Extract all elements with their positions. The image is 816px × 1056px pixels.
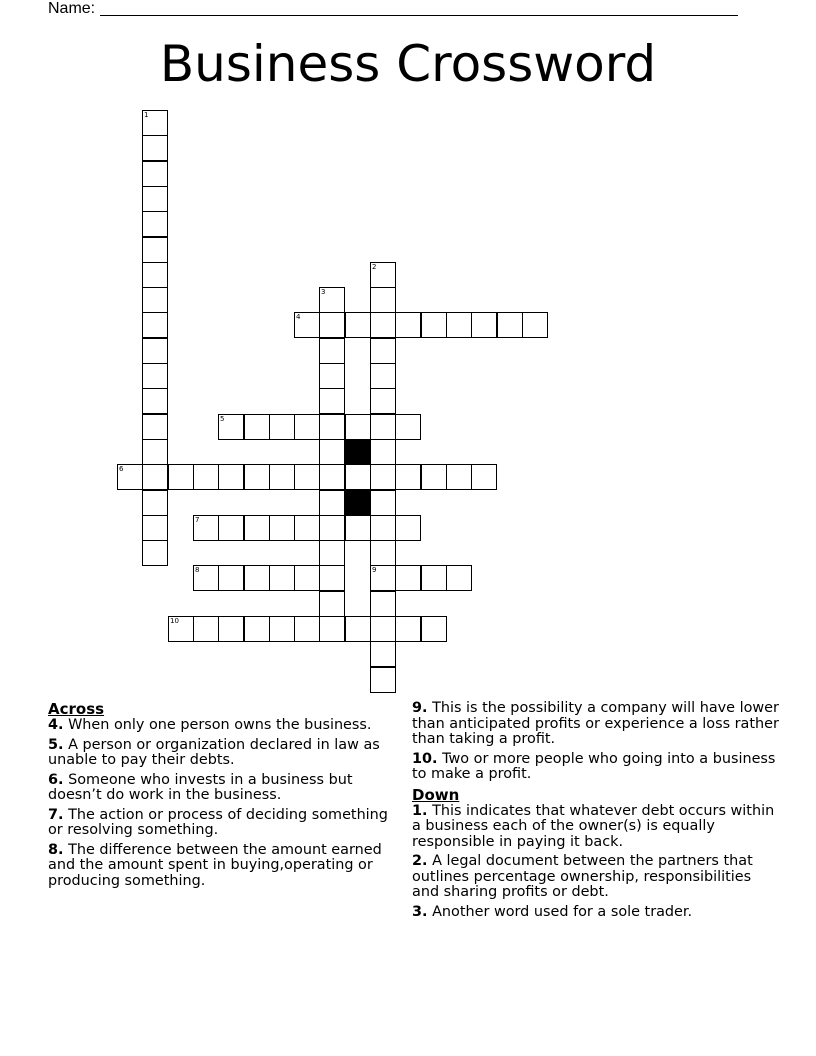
- down-clue: [412, 905, 782, 921]
- grid-cell[interactable]: [370, 287, 396, 313]
- grid-cell[interactable]: [319, 565, 345, 591]
- grid-cell[interactable]: [319, 591, 345, 617]
- grid-cell[interactable]: [421, 616, 447, 642]
- grid-cell[interactable]: [294, 616, 320, 642]
- clue-number: 2: [372, 263, 377, 271]
- grid-cell[interactable]: [142, 161, 168, 187]
- grid-cell[interactable]: [395, 616, 421, 642]
- clue-number: 3: [321, 288, 326, 296]
- clue-text: A person or organization declared in law as unable to pay their debts.: [48, 736, 380, 768]
- down-clue: [412, 804, 782, 851]
- grid-cell[interactable]: [142, 110, 168, 136]
- clue-text: The difference between the amount earned and the amount spent in buying,operating or producing something.: [48, 841, 382, 889]
- clue-text: The action or process of deciding something or resolving something.: [48, 806, 388, 838]
- grid-cell[interactable]: [471, 312, 497, 338]
- clue-text: This indicates that whatever debt occurs within a business each of the owner(s) is equally responsible in paying it back.: [412, 802, 775, 850]
- grid-cell[interactable]: [370, 439, 396, 465]
- clue-number-label: 5.: [48, 736, 64, 753]
- grid-cell[interactable]: [218, 515, 244, 541]
- grid-cell[interactable]: [370, 262, 396, 288]
- clue-number: 4: [296, 313, 301, 321]
- grid-cell[interactable]: [294, 312, 320, 338]
- grid-cell[interactable]: [471, 464, 497, 490]
- clue-number: 9: [372, 566, 377, 574]
- clue-number: 7: [195, 516, 200, 524]
- grid-cell[interactable]: [218, 616, 244, 642]
- grid-cell[interactable]: [193, 464, 219, 490]
- clue-text: This is the possibility a company will have lower than anticipated profits or experience a loss rather than taking a profit.: [412, 700, 779, 747]
- clue-number-label: 6.: [48, 771, 64, 788]
- across-clue: [48, 718, 393, 734]
- grid-cell[interactable]: [370, 312, 396, 338]
- grid-cell[interactable]: [269, 464, 295, 490]
- grid-cell[interactable]: [395, 312, 421, 338]
- across-clue: [48, 738, 393, 769]
- grid-cell[interactable]: [370, 641, 396, 667]
- down-heading: Down: [412, 785, 460, 804]
- grid-cell[interactable]: [319, 312, 345, 338]
- clue-number-label: 7.: [48, 806, 64, 823]
- clue-number-label: 8.: [48, 841, 64, 858]
- down-clue-list: [412, 804, 782, 921]
- grid-cell[interactable]: [294, 565, 320, 591]
- grid-cell[interactable]: [319, 464, 345, 490]
- grid-cell[interactable]: [142, 540, 168, 566]
- grid-cell[interactable]: [421, 312, 447, 338]
- across-clue: [48, 808, 393, 839]
- grid-cell[interactable]: [244, 414, 270, 440]
- grid-cell[interactable]: [142, 414, 168, 440]
- clue-text: A legal document between the partners that outlines percentage ownership, responsibilities and sharing profits or debt.: [412, 853, 753, 900]
- grid-cell[interactable]: [294, 464, 320, 490]
- grid-cell[interactable]: [370, 565, 396, 591]
- grid-cell[interactable]: [269, 565, 295, 591]
- grid-cell[interactable]: [269, 515, 295, 541]
- name-label: Name:: [48, 0, 96, 17]
- grid-cell[interactable]: [319, 388, 345, 414]
- grid-cell[interactable]: [370, 338, 396, 364]
- grid-cell[interactable]: [294, 414, 320, 440]
- grid-cell[interactable]: [269, 616, 295, 642]
- grid-cell[interactable]: [244, 616, 270, 642]
- grid-cell[interactable]: [244, 515, 270, 541]
- clue-text: Another word used for a sole trader.: [432, 903, 693, 920]
- grid-cell[interactable]: [319, 414, 345, 440]
- grid-cell[interactable]: [370, 591, 396, 617]
- grid-cell[interactable]: [345, 515, 371, 541]
- grid-cell[interactable]: [345, 464, 371, 490]
- clue-number-label: 2.: [412, 853, 428, 869]
- grid-cell[interactable]: [218, 464, 244, 490]
- grid-cell[interactable]: [168, 616, 194, 642]
- grid-cell[interactable]: [497, 312, 523, 338]
- grid-cell[interactable]: [319, 515, 345, 541]
- grid-cell[interactable]: [370, 388, 396, 414]
- clue-number: 8: [195, 566, 200, 574]
- grid-cell[interactable]: [193, 565, 219, 591]
- grid-cell[interactable]: [446, 565, 472, 591]
- grid-cell[interactable]: [218, 565, 244, 591]
- grid-cell[interactable]: [345, 414, 371, 440]
- grid-cell[interactable]: [142, 363, 168, 389]
- clue-text: When only one person owns the business.: [68, 717, 372, 733]
- grid-cell[interactable]: [142, 135, 168, 161]
- clues-column-right: [412, 701, 782, 924]
- grid-cell[interactable]: [370, 414, 396, 440]
- grid-cell[interactable]: [345, 616, 371, 642]
- grid-cell[interactable]: [319, 363, 345, 389]
- grid-cell[interactable]: [142, 237, 168, 263]
- grid-block: [345, 490, 371, 516]
- clue-number-label: 10.: [412, 750, 438, 767]
- grid-cell[interactable]: [193, 616, 219, 642]
- grid-cell[interactable]: [319, 338, 345, 364]
- grid-cell[interactable]: [446, 312, 472, 338]
- grid-cell[interactable]: [193, 515, 219, 541]
- grid-cell[interactable]: [370, 667, 396, 693]
- grid-cell[interactable]: [319, 287, 345, 313]
- clue-number: 1: [144, 111, 149, 119]
- grid-cell[interactable]: [421, 565, 447, 591]
- grid-cell[interactable]: [117, 464, 143, 490]
- across-clue: [412, 701, 782, 748]
- grid-cell[interactable]: [395, 464, 421, 490]
- grid-cell[interactable]: [370, 464, 396, 490]
- across-clue-list: [48, 718, 393, 889]
- across-clue: [48, 843, 393, 890]
- grid-cell[interactable]: [168, 464, 194, 490]
- grid-cell[interactable]: [345, 312, 371, 338]
- grid-cell[interactable]: [269, 414, 295, 440]
- grid-cell[interactable]: [142, 262, 168, 288]
- clue-number: 5: [220, 415, 225, 423]
- grid-cell[interactable]: [370, 363, 396, 389]
- clues-column-left: [48, 701, 393, 893]
- grid-cell[interactable]: [142, 439, 168, 465]
- grid-cell[interactable]: [142, 211, 168, 237]
- grid-cell[interactable]: [142, 464, 168, 490]
- grid-cell[interactable]: [218, 414, 244, 440]
- clue-number-label: 3.: [412, 903, 428, 920]
- grid-cell[interactable]: [142, 338, 168, 364]
- grid-cell[interactable]: [142, 312, 168, 338]
- grid-cell[interactable]: [395, 565, 421, 591]
- across-clue: [48, 773, 393, 804]
- grid-cell[interactable]: [142, 490, 168, 516]
- clue-text: Someone who invests in a business but doesn’t do work in the business.: [48, 771, 353, 803]
- clue-text: Two or more people who going into a business to make a profit.: [412, 750, 776, 782]
- grid-cell[interactable]: [319, 439, 345, 465]
- grid-cell[interactable]: [370, 540, 396, 566]
- across-clue: [412, 752, 782, 783]
- grid-cell[interactable]: [522, 312, 548, 338]
- grid-cell[interactable]: [244, 565, 270, 591]
- grid-cell[interactable]: [142, 515, 168, 541]
- grid-cell[interactable]: [370, 490, 396, 516]
- grid-cell[interactable]: [319, 616, 345, 642]
- grid-cell[interactable]: [421, 464, 447, 490]
- grid-cell[interactable]: [395, 414, 421, 440]
- across-heading: Across: [48, 700, 105, 718]
- clue-number-label: 4.: [48, 717, 64, 733]
- grid-cell[interactable]: [319, 490, 345, 516]
- grid-block: [345, 439, 371, 465]
- clue-number: 6: [119, 465, 124, 473]
- grid-cell[interactable]: [142, 287, 168, 313]
- down-clue: [412, 854, 782, 901]
- grid-cell[interactable]: [294, 515, 320, 541]
- grid-cell[interactable]: [142, 388, 168, 414]
- grid-cell[interactable]: [244, 464, 270, 490]
- grid-cell[interactable]: [370, 515, 396, 541]
- page-title: Business Crossword: [159, 35, 657, 93]
- across-clue-list-continued: [412, 701, 782, 783]
- grid-cell[interactable]: [370, 616, 396, 642]
- grid-cell[interactable]: [446, 464, 472, 490]
- grid-cell[interactable]: [319, 540, 345, 566]
- clue-number-label: 9.: [412, 700, 428, 716]
- grid-cell[interactable]: [395, 515, 421, 541]
- clue-number-label: 1.: [412, 802, 428, 819]
- grid-cell[interactable]: [142, 186, 168, 212]
- clue-number: 10: [170, 617, 179, 625]
